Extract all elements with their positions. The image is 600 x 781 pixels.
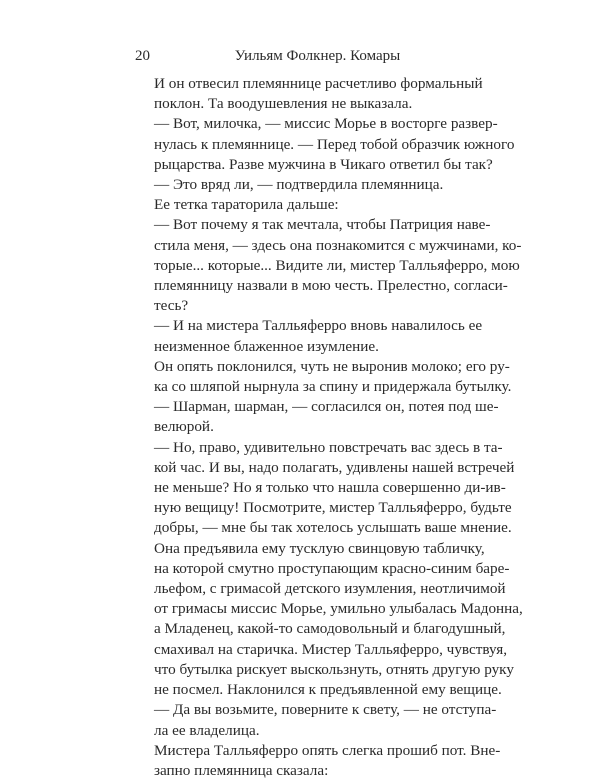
paragraph — [135, 316, 499, 356]
text-line: не посмел. Наклонился к предъявленной ему вещице. — [154, 681, 502, 699]
text-line: льефом, с гримасой детского изумления, неотличимой — [154, 580, 506, 598]
text-line: велюрой. — [154, 418, 214, 436]
paragraph — [135, 357, 512, 397]
text-line: — Вот почему я так мечтала, чтобы Патриция наве- — [154, 216, 491, 234]
text-line: — И на мистера Талльяферро вновь навалилось ее — [154, 317, 483, 335]
text-line: Он опять поклонился, чуть не выронив молоко; его ру- — [154, 357, 510, 375]
text-line: И он отвесил племяннице расчетливо формальный — [154, 75, 483, 92]
running-head — [135, 46, 500, 66]
paragraph — [135, 215, 522, 316]
text-line: Она предъявила ему тусклую свинцовую табличку, — [154, 539, 485, 557]
text-line: запно племянница сказала: — [154, 761, 329, 779]
text-line: смахивал на старичка. Мистер Талльяферро, чувствуя, — [154, 640, 508, 658]
text-line: тесь? — [154, 297, 189, 315]
text-line: ла ее владелица. — [154, 721, 260, 739]
text-line: — Но, право, удивительно повстречать вас здесь в та- — [154, 438, 503, 456]
book-title: Уильям Фолкнер. Комары — [234, 48, 401, 64]
text-line: — Шарман, шарман, — согласился он, потея под ше- — [154, 398, 499, 416]
page-number: 20 — [135, 48, 150, 64]
text-line: неизменное блаженное изумление. — [154, 337, 379, 355]
text-line: — Это вряд ли, — подтвердила племянница. — [154, 176, 444, 194]
text-line: поклон. Та воодушевления не выказала. — [154, 95, 413, 113]
text-line: Мистера Талльяферро опять слегка прошиб пот. Вне- — [154, 741, 501, 759]
paragraph — [135, 195, 499, 215]
text-line: от гримасы миссис Морье, умильно улыбалась Мадонна, — [154, 600, 523, 618]
paragraph — [135, 438, 515, 539]
text-line: стила меня, — здесь она познакомится с мужчинами, ко- — [154, 236, 522, 254]
paragraph — [135, 741, 499, 781]
paragraph — [135, 700, 499, 740]
paragraph — [135, 114, 515, 175]
text-line: ка со шляпой нырнула за спину и придержала бутылку. — [154, 378, 512, 396]
text-line: нулась к племяннице. — Перед тобой образчик южного — [154, 135, 515, 153]
text-line: а Младенец, какой-то самодовольный и благодушный, — [154, 620, 506, 638]
text-line: на которой смутно проступающим красно-синим баре- — [154, 559, 510, 577]
paragraph — [135, 175, 499, 195]
text-line: Ее тетка тараторила дальше: — [154, 196, 339, 214]
body-text — [135, 74, 523, 781]
text-line: что бутылка рискует выскользнуть, отнять другую руку — [154, 660, 514, 678]
paragraph — [135, 539, 523, 701]
text-line: не меньше? Но я только что нашла совершенно ди-ив- — [154, 479, 506, 497]
text-line: торые... которые... Видите ли, мистер Талльяферро, мою — [154, 256, 520, 274]
paragraph — [135, 397, 499, 437]
text-line: — Да вы возьмите, поверните к свету, — не отступа- — [154, 701, 497, 719]
text-line: — Вот, милочка, — миссис Морье в восторге развер- — [154, 115, 498, 133]
paragraph — [135, 74, 499, 114]
text-line: племянницу назвали в мою честь. Прелестно, согласи- — [154, 277, 508, 295]
text-line: кой час. И вы, надо полагать, удивлены нашей встречей — [154, 458, 515, 476]
text-line: добры, — мне бы так хотелось услышать ваше мнение. — [154, 519, 512, 537]
text-line: рыцарства. Разве мужчина в Чикаго ответил бы так? — [154, 155, 493, 173]
text-line: ную вещицу! Посмотрите, мистер Талльяферро, будьте — [154, 499, 512, 517]
